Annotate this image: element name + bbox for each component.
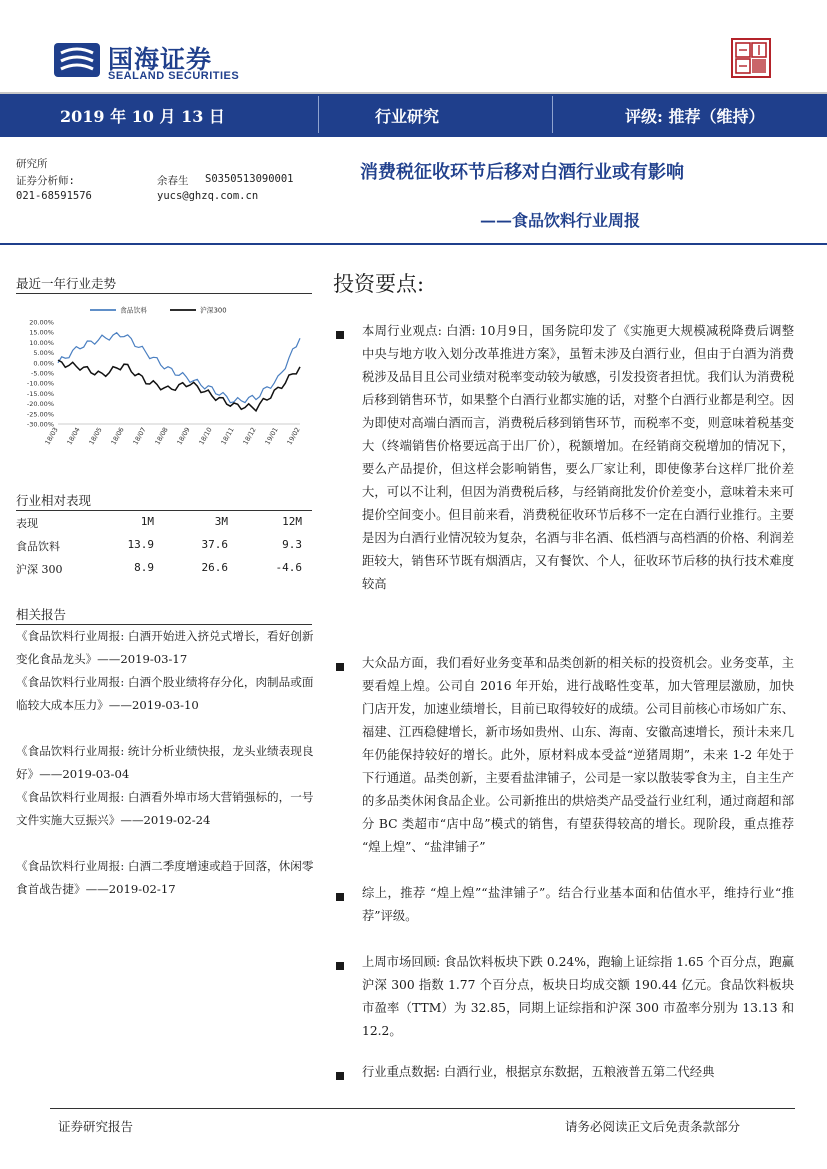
perf-header-3m: 3M	[214, 515, 228, 528]
investment-point: 大众品方面，我们看好业务变革和品类创新的相关标的投资机会。业务变革，主要看煌上煌。公司自 2016 年开始，进行战略性变革，加大管理层激励，加快门店开发，加速业绩增长，目前已取得较好的成绩。公司目前核心市场如广东、福建、江西稳健增长，新市场如贵州、山东、海南、安徽高速增长，预计未来几年仍能保持较好的增长。此外，原材料成本受益“逆猪周期”，未来 1-2 年处于下行通道。品类创新，主要看盐津铺子，公司是一家以散装零食为主，自主生产的多品类休闲食品企业。公司新推出的烘焙类产品受益行业红利，通过商超和部分 BC 类超市“店中岛”模式的销售，有望获得较高的增长。现阶段，重点推荐 “煌上煌”、“盐津铺子”	[362, 656, 794, 854]
header-divider	[552, 96, 553, 133]
analyst-role: 证券分析师:	[16, 175, 75, 187]
x-tick-label: 18/12	[241, 426, 258, 447]
y-tick-label: 10.00%	[29, 338, 54, 347]
x-tick-label: 18/03	[43, 426, 60, 447]
company-logo-icon	[52, 40, 102, 80]
divider	[16, 510, 312, 511]
report-type: 行业研究	[375, 107, 440, 126]
report-title: 消费税征收环节后移对白酒行业或有影响	[360, 162, 684, 183]
related-report[interactable]: 《食品饮料行业周报: 白酒看外埠市场大营销强标的，一号文件实施大豆振兴》——2019-02-24	[16, 790, 314, 827]
perf-row-12m: 9.3	[282, 538, 302, 551]
investment-point: 行业重点数据: 白酒行业，根据京东数据，五粮液普五第二代经典	[362, 1065, 715, 1079]
bullet-icon	[336, 962, 344, 970]
reports-heading: 相关报告	[16, 607, 67, 622]
series-line	[58, 360, 300, 411]
investment-point: 本周行业观点: 白酒: 10月9日，国务院印发了《实施更大规模减税降费后调整中央与地方收入划分改革推进方案》，虽暂未涉及白酒行业，但由于白酒为消费税涉及品目且公司业绩对税率变动较为敏感，引发投资者担忧。我们认为消费税后移到销售环节，如果整个白酒行业都实施的话，对整个白酒行业都是利空。因为即使对高端白酒而言，消费税后移到销售环节，而税率不变，则意味着税基变大（终端销售价格要远高于出厂价），税额增加。在经销商交税增加的情况下，要么产品提价，但这样会影响销售，要么厂家让利，即使像茅台这样厂批价差大，可以不让利，但因为消费税后移，与经销商批发价价差变小，意味着未来可提价空间变小。但目前来看，消费税征收环节后移不一定在白酒行业推行。主要是因为白酒行业情况较为复杂，名酒与非名酒、低档酒与高档酒的价格、利润差距较大，销售环节既有烟酒店，又有餐饮、个人，征收环节后移的执行技术难度较高	[362, 324, 794, 591]
related-report[interactable]: 《食品饮料行业周报: 白酒二季度增速或趋于回落，休闲零食首战告捷》——2019-02-17	[16, 859, 314, 896]
y-tick-label: -5.00%	[31, 369, 54, 378]
related-report[interactable]: 《食品饮料行业周报: 白酒个股业绩将存分化，肉制品或面临较大成本压力》——2019-03-10	[16, 675, 314, 712]
related-report[interactable]: 《食品饮料行业周报: 统计分析业绩快报，龙头业绩表现良好》——2019-03-04	[16, 744, 314, 781]
analyst-dept: 研究所	[16, 158, 48, 170]
perf-row-3m: 37.6	[201, 538, 228, 551]
investment-heading: 投资要点:	[333, 272, 425, 296]
x-tick-label: 18/11	[219, 426, 236, 447]
research-stamp-icon	[731, 38, 771, 78]
footer-rule	[50, 1108, 795, 1109]
x-tick-label: 18/07	[131, 426, 148, 447]
y-tick-label: 15.00%	[29, 328, 54, 337]
x-tick-label: 18/10	[197, 426, 214, 447]
series-line	[58, 333, 300, 403]
perf-header-label: 表现	[16, 517, 38, 530]
analyst-phone: 021-68591576	[16, 190, 92, 202]
x-tick-label: 18/05	[87, 426, 104, 447]
report-subtitle: ——食品饮料行业周报	[480, 211, 641, 230]
footer-left: 证券研究报告	[58, 1119, 134, 1134]
x-tick-label: 18/06	[109, 426, 126, 447]
header-divider	[318, 96, 319, 133]
perf-row-1m: 8.9	[134, 561, 154, 574]
rating: 评级: 推荐（维持）	[625, 107, 765, 126]
y-tick-label: -25.00%	[26, 410, 54, 419]
investment-point: 上周市场回顾: 食品饮料板块下跌 0.24%，跑输上证综指 1.65 个百分点，跑赢沪深 300 指数 1.77 个百分点，板块日均成交额 190.44 亿元。食品饮料板块市盈率（TTM）为 32.85，同期上证综指和沪深 300 市盈率分别为 13.13 和 12.2。	[362, 955, 794, 1038]
perf-row-1m: 13.9	[127, 538, 154, 551]
y-tick-label: 20.00%	[29, 318, 54, 327]
bullet-icon	[336, 893, 344, 901]
y-tick-label: -10.00%	[26, 379, 54, 388]
report-date: 2019 年 10 月 13 日	[60, 107, 225, 126]
legend-label: 沪深300	[200, 306, 227, 315]
y-tick-label: 0.00%	[33, 359, 54, 368]
divider	[16, 293, 312, 294]
x-tick-label: 18/09	[175, 426, 192, 447]
analyst-email[interactable]: yucs@ghzq.com.cn	[157, 190, 259, 202]
x-tick-label: 19/02	[285, 426, 302, 447]
legend-label: 食品饮料	[120, 306, 148, 315]
y-tick-label: -20.00%	[26, 400, 54, 409]
perf-row-12m: -4.6	[275, 561, 302, 574]
analyst-name: 余春生	[157, 175, 189, 187]
y-tick-label: -15.00%	[26, 389, 54, 398]
trend-chart	[14, 298, 314, 458]
x-tick-label: 18/04	[65, 426, 82, 447]
investment-point: 综上，推荐 “煌上煌”“盐津铺子”。结合行业基本面和估值水平，维持行业“推荐”评级。	[362, 886, 794, 923]
company-name-cn: 国海证券	[108, 45, 213, 74]
y-tick-label: 5.00%	[33, 349, 54, 358]
perf-header-1m: 1M	[140, 515, 154, 528]
perf-row-name: 沪深 300	[16, 563, 63, 576]
perf-row-name: 食品饮料	[16, 540, 60, 553]
related-report[interactable]: 《食品饮料行业周报: 白酒开始进入挤兑式增长，看好创新变化食品龙头》——2019-03-17	[16, 629, 314, 666]
bullet-icon	[336, 331, 344, 339]
footer-right: 请务必阅读正文后免责条款部分	[565, 1119, 741, 1134]
perf-row-3m: 26.6	[201, 561, 228, 574]
analyst-cert: S0350513090001	[205, 173, 294, 185]
spacer	[330, 302, 331, 304]
bullet-icon	[336, 1072, 344, 1080]
perf-header-12m: 12M	[282, 515, 302, 528]
trend-heading: 最近一年行业走势	[16, 276, 117, 291]
bullet-icon	[336, 663, 344, 671]
company-name-en: SEALAND SECURITIES	[108, 70, 240, 82]
x-tick-label: 19/01	[263, 426, 280, 447]
perf-heading: 行业相对表现	[16, 493, 92, 508]
y-tick-label: -30.00%	[26, 420, 54, 429]
x-tick-label: 18/08	[153, 426, 170, 447]
title-rule	[0, 243, 827, 245]
